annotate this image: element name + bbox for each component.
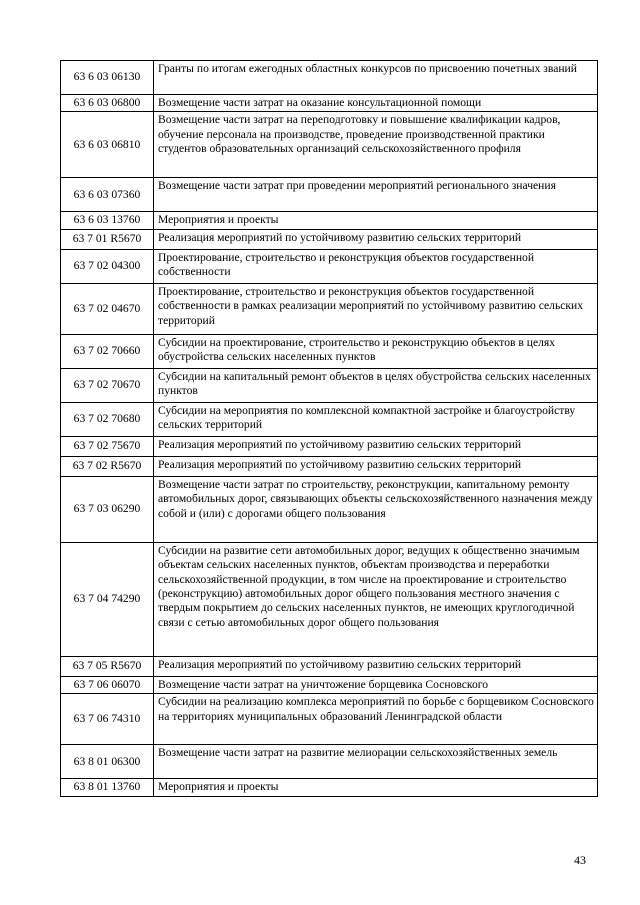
budget-code-cell: 63 7 06 06070 xyxy=(61,676,154,693)
description-cell: Субсидии на мероприятия по комплексной компактной застройке и благоустройству сельских территорий xyxy=(154,402,598,436)
table-row xyxy=(61,229,598,249)
table-row xyxy=(61,694,598,745)
description-cell: Возмещение части затрат при проведении мероприятий регионального значения xyxy=(154,178,598,212)
budget-code-cell: 63 8 01 13760 xyxy=(61,779,154,796)
budget-code-cell: 63 7 01 R5670 xyxy=(61,229,154,249)
description-cell: Возмещение части затрат на оказание консультационной помощи xyxy=(154,95,598,112)
budget-code-cell: 63 7 02 75670 xyxy=(61,436,154,456)
budget-code-cell: 63 6 03 06800 xyxy=(61,95,154,112)
description-cell: Гранты по итогам ежегодных областных конкурсов по присвоению почетных званий xyxy=(154,61,598,95)
budget-code-table xyxy=(60,60,598,797)
budget-code-cell: 63 7 02 70660 xyxy=(61,334,154,368)
table-row xyxy=(61,402,598,436)
description-cell: Реализация мероприятий по устойчивому развитию сельских территорий xyxy=(154,456,598,476)
description-cell: Реализация мероприятий по устойчивому развитию сельских территорий xyxy=(154,656,598,676)
table-body xyxy=(61,61,598,797)
description-cell: Возмещение части затрат на развитие мелиорации сельскохозяйственных земель xyxy=(154,745,598,779)
description-cell: Мероприятия и проекты xyxy=(154,212,598,229)
description-cell: Мероприятия и проекты xyxy=(154,779,598,796)
description-cell: Субсидии на капитальный ремонт объектов в целях обустройства сельских населенных пунктов xyxy=(154,368,598,402)
budget-code-cell: 63 7 02 04670 xyxy=(61,283,154,334)
budget-code-cell: 63 7 02 04300 xyxy=(61,249,154,283)
budget-code-cell: 63 7 02 R5670 xyxy=(61,456,154,476)
budget-code-cell: 63 6 03 07360 xyxy=(61,178,154,212)
table-row xyxy=(61,368,598,402)
budget-code-cell: 63 6 03 13760 xyxy=(61,212,154,229)
budget-code-cell: 63 7 04 74290 xyxy=(61,542,154,656)
table-row xyxy=(61,112,598,178)
description-cell: Реализация мероприятий по устойчивому развитию сельских территорий xyxy=(154,436,598,456)
table-row xyxy=(61,249,598,283)
table-row xyxy=(61,178,598,212)
table-row xyxy=(61,745,598,779)
page-number: 43 xyxy=(574,853,586,867)
budget-code-cell: 63 6 03 06810 xyxy=(61,112,154,178)
description-cell: Реализация мероприятий по устойчивому развитию сельских территорий xyxy=(154,229,598,249)
table-row xyxy=(61,542,598,656)
budget-code-cell: 63 7 06 74310 xyxy=(61,694,154,745)
description-cell: Возмещение части затрат на уничтожение борщевика Сосновского xyxy=(154,676,598,693)
table-row xyxy=(61,476,598,542)
budget-code-cell: 63 6 03 06130 xyxy=(61,61,154,95)
table-row xyxy=(61,456,598,476)
description-cell: Возмещение части затрат по строительству, реконструкции, капитальному ремонту автомобильных дорог, связывающих объекты сельскохозяйственного назначения между собой и (или) с дорогами общего пользования xyxy=(154,476,598,542)
table-row xyxy=(61,334,598,368)
table-row xyxy=(61,436,598,456)
budget-code-cell: 63 7 05 R5670 xyxy=(61,656,154,676)
table-row xyxy=(61,212,598,229)
table-row xyxy=(61,656,598,676)
budget-code-cell: 63 8 01 06300 xyxy=(61,745,154,779)
table-row xyxy=(61,283,598,334)
table-row xyxy=(61,779,598,796)
description-cell: Проектирование, строительство и реконструкция объектов государственной собственности xyxy=(154,249,598,283)
description-cell: Проектирование, строительство и реконструкция объектов государственной собственности в рамках реализации мероприятий по устойчивому развитию сельских территорий xyxy=(154,283,598,334)
table-row xyxy=(61,61,598,95)
description-cell: Субсидии на реализацию комплекса мероприятий по борьбе с борщевиком Сосновского на территориях муниципальных образований Ленинградской области xyxy=(154,694,598,745)
description-cell: Субсидии на проектирование, строительство и реконструкцию объектов в целях обустройства сельских населенных пунктов xyxy=(154,334,598,368)
table-row xyxy=(61,676,598,693)
budget-code-cell: 63 7 02 70680 xyxy=(61,402,154,436)
table-row xyxy=(61,95,598,112)
budget-code-cell: 63 7 02 70670 xyxy=(61,368,154,402)
description-cell: Возмещение части затрат на переподготовку и повышение квалификации кадров, обучение персонала на производстве, проведение производственной практики студентов образовательных организаций сельскохозяйственного профиля xyxy=(154,112,598,178)
description-cell: Субсидии на развитие сети автомобильных дорог, ведущих к общественно значимым объектам сельских населенных пунктов, объектам производства и переработки сельскохозяйственной продукции, в том числе на проектирование и строительство (реконструкцию) автомобильных дорог общего пользования местного значения с твердым покрытием до сельских населенных пунктов, не имеющих круглогодичной связи с сетью автомобильных дорог общего пользования xyxy=(154,542,598,656)
budget-code-cell: 63 7 03 06290 xyxy=(61,476,154,542)
